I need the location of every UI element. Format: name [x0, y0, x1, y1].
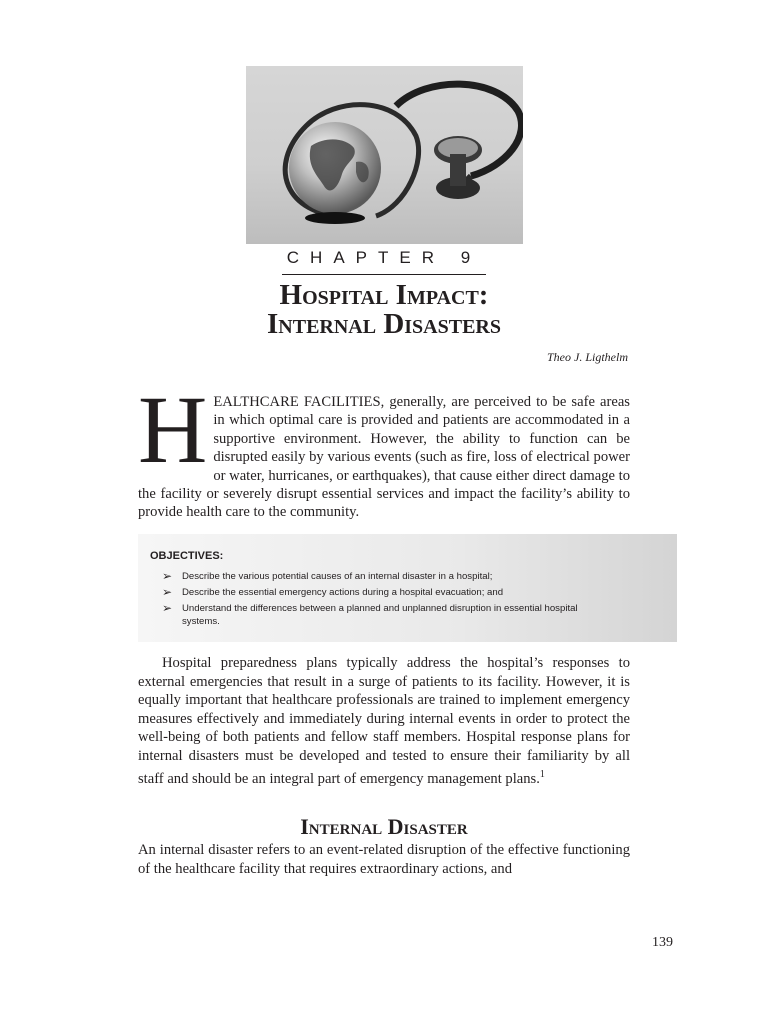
- objective-item: [162, 586, 602, 599]
- section-paragraph: An internal disaster refers to an event-related disruption of the effective functioning of the healthcare facility that requires extraordinary actions, and: [138, 842, 630, 877]
- chapter-title-line2: Internal Disasters: [267, 308, 501, 340]
- objective-item: [162, 570, 602, 583]
- arrow-bullet-icon: ➢: [162, 585, 173, 599]
- section-heading: Internal Disaster: [300, 814, 468, 839]
- intro-text: generally, are perceived to be safe areas in which optimal care is provided and patients are accommodated in a supportive environment. However, the ability to function can be disrupted easily by various events (such as fire, loss of electrical power or water, hurricanes, or earthquakes), that cause either direct damage to the facility or severely disrupt essential services and impact the facility’s ability to provide health care to the community.: [138, 394, 630, 521]
- objective-text: Understand the differences between a planned and unplanned disruption in essential hospital systems.: [182, 603, 578, 627]
- arrow-bullet-icon: ➢: [162, 601, 173, 615]
- intro-lead: EALTHCARE FACILITIES,: [213, 394, 385, 410]
- drop-cap: H: [138, 376, 208, 483]
- chapter-title-line1: Hospital Impact:: [279, 279, 489, 311]
- objectives-box: [138, 534, 677, 642]
- page-number: 139: [652, 935, 673, 950]
- objective-text: Describe the various potential causes of an internal disaster in a hospital;: [182, 571, 493, 582]
- intro-paragraph: [138, 376, 630, 522]
- objective-text: Describe the essential emergency actions during a hospital evacuation; and: [182, 587, 504, 598]
- objectives-list: [162, 570, 602, 631]
- objectives-heading: OBJECTIVES:: [150, 550, 224, 562]
- body-paragraph: [138, 654, 630, 788]
- footnote-ref[interactable]: 1: [539, 768, 545, 780]
- chapter-label: CHAPTER 9: [286, 248, 482, 267]
- chapter-photo: [246, 66, 523, 244]
- objective-item: [162, 602, 602, 628]
- chapter-title: [0, 281, 768, 339]
- chapter-rule: [282, 274, 486, 275]
- arrow-bullet-icon: ➢: [162, 569, 173, 583]
- globe-stethoscope-photo-icon: [246, 66, 523, 244]
- body-text: Hospital preparedness plans typically address the hospital’s responses to external emergencies that result in a surge of patients to its facility. However, it is equally important that healthcare professionals are trained to implement emergency measures effectively and immediately during internal events in order to protect the well-being of both patients and fellow staff members. Hospital response plans for internal disasters must be developed and tested to ensure their familiarity by all staff and should be an integral part of emergency management plans.: [138, 655, 630, 787]
- author-name: Theo J. Ligthelm: [547, 350, 628, 364]
